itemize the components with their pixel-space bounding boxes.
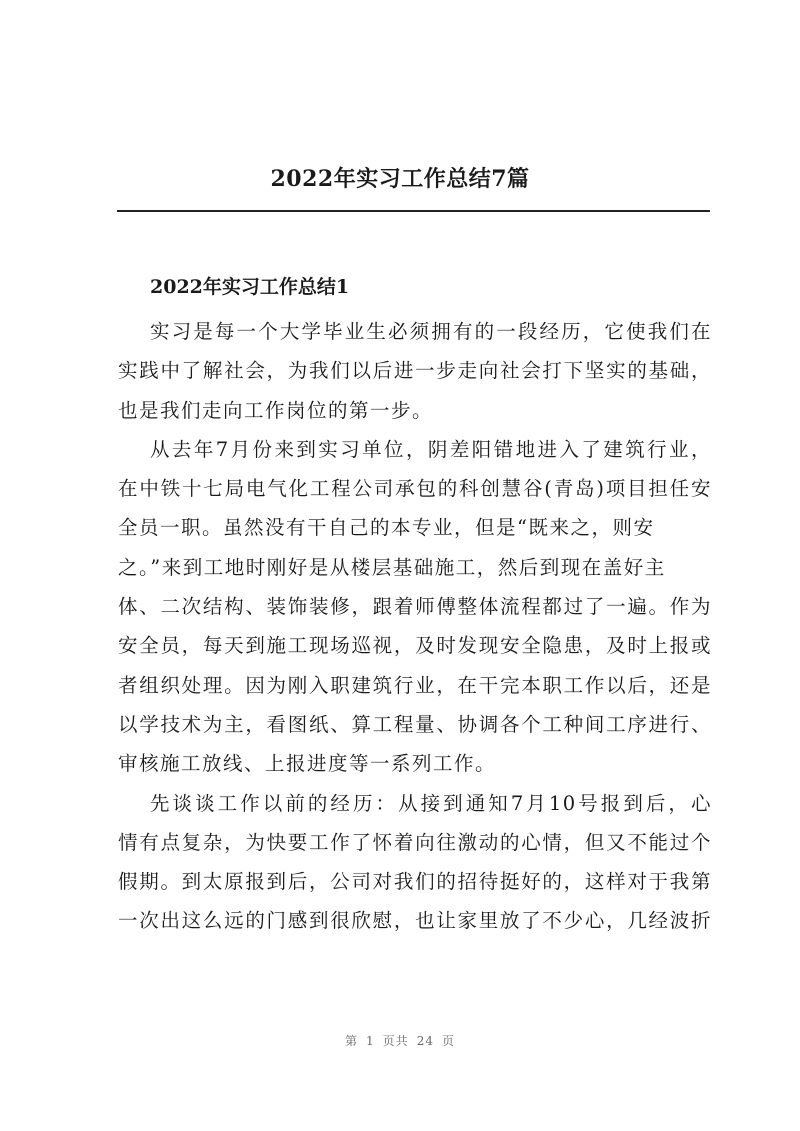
text-line: 从去年7月份来到实习单位，阴差阳错地进入了建筑行业， (150, 437, 712, 461)
text-line: 情有点复杂，为快要工作了怀着向往激动的心情，但又不能过个 (118, 830, 712, 854)
text-line: 安全员，每天到施工现场巡视，及时发现安全隐患，及时上报或 (118, 634, 712, 658)
current-page-number: 1 (366, 1034, 375, 1048)
text-line: 在中铁十七局电气化工程公司承包的科创慧谷(青岛)项目担任安 (118, 477, 712, 501)
text-line: 之。”来到工地时刚好是从楼层基础施工，然后到现在盖好主 (118, 555, 666, 579)
text-line: 实践中了解社会，为我们以后进一步走向社会打下坚实的基础， (118, 359, 712, 383)
document-title: 2022年实习工作总结7篇 (270, 166, 530, 192)
paragraph-1 (118, 312, 712, 430)
text-line: 也是我们走向工作岗位的第一步。 (118, 398, 434, 422)
text-line: 审核施工放线、上报进度等一系列工作。 (118, 752, 497, 776)
text-line: 假期。到太原报到后，公司对我们的招待挺好的，这样对于我第 (118, 870, 712, 894)
text-line: 体、二次结构、装饰装修，跟着师傅整体流程都过了一遍。作为 (118, 595, 712, 619)
footer-prefix: 第 (345, 1034, 359, 1048)
text-line: 先谈谈工作以前的经历：从接到通知7月10号报到后，心 (150, 791, 712, 815)
text-line: 一次出这么远的门感到很欣慰，也让家里放了不少心，几经波折 (118, 909, 712, 933)
total-pages-number: 24 (416, 1034, 434, 1048)
text-line: 全员一职。虽然没有干自己的本专业，但是“既来之，则安 (118, 516, 655, 540)
paragraph-2 (118, 430, 712, 784)
footer-middle: 页共 (382, 1034, 409, 1048)
text-line: 者组织处理。因为刚入职建筑行业，在干完本职工作以后，还是 (118, 673, 712, 697)
paragraph-3 (118, 784, 712, 941)
text-line: 实习是每一个大学毕业生必须拥有的一段经历，它使我们在 (150, 320, 712, 343)
footer-suffix: 页 (441, 1034, 455, 1048)
text-line: 以学技术为主，看图纸、算工程量、协调各个工种间工序进行、 (118, 712, 712, 736)
page-footer (0, 1032, 800, 1049)
section-heading: 2022年实习工作总结1 (150, 276, 350, 298)
title-divider (117, 210, 710, 212)
document-body (118, 312, 712, 941)
